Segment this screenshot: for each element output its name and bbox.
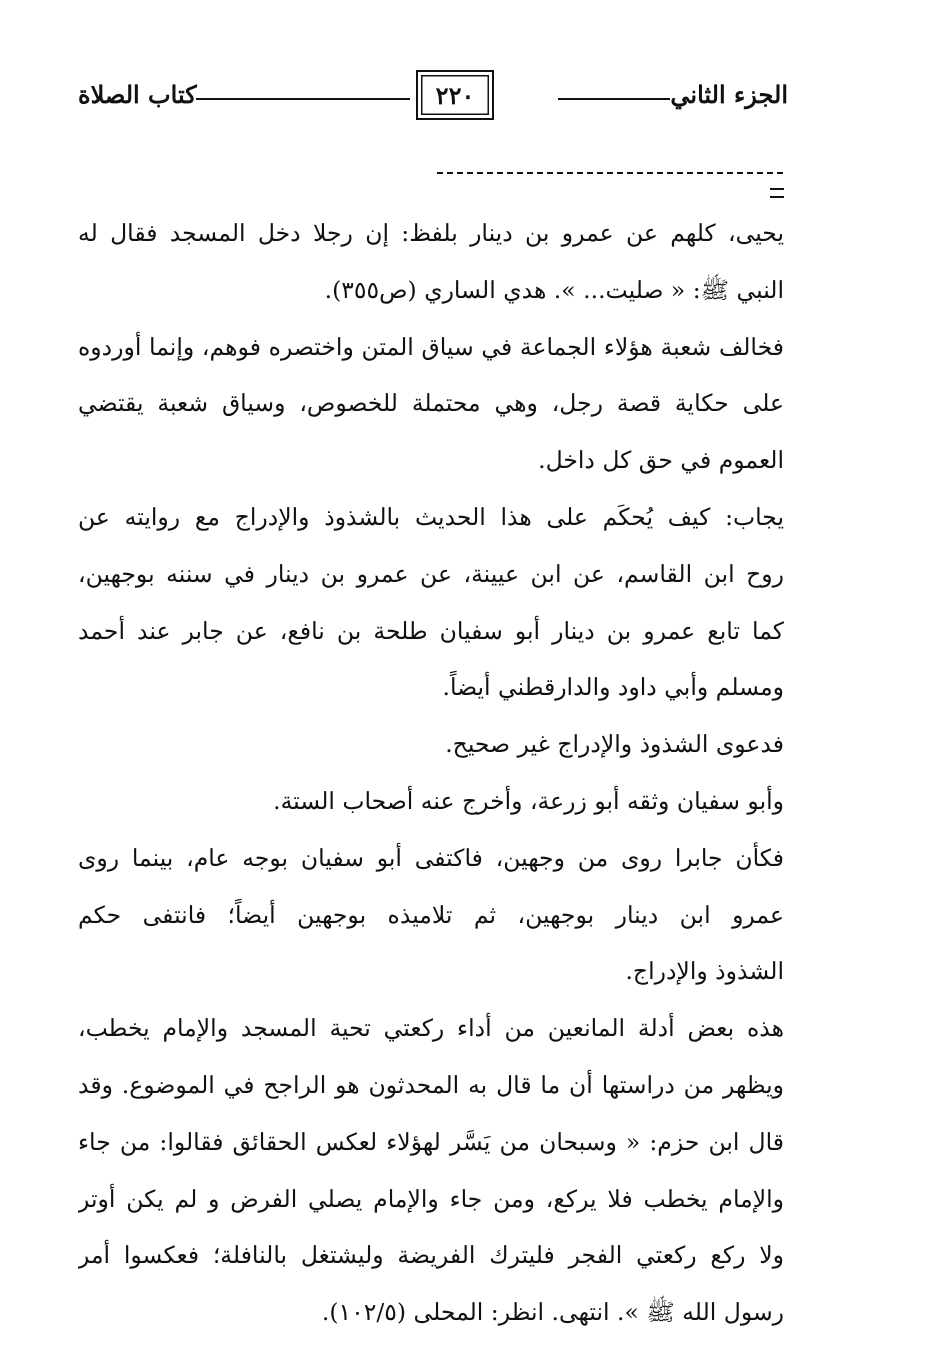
- header-rule: [558, 98, 670, 100]
- separator-mark: [770, 188, 784, 198]
- text-line: كما تابع عمرو بن دينار أبو سفيان طلحة بن نافع، عن جابر عند أحمد: [78, 616, 784, 645]
- page-header: [78, 62, 788, 122]
- text-line: هذه بعض أدلة المانعين من أداء ركعتي تحية المسجد والإمام يخطب،: [78, 1014, 784, 1043]
- text-line: ويظهر من دراستها أن ما قال به المحدثون هو الراجح في الموضوع. وقد: [78, 1070, 784, 1099]
- text-line: وأبو سفيان وثقه أبو زرعة، وأخرج عنه أصحاب الستة.: [273, 786, 784, 815]
- text-line: الشذوذ والإدراج.: [625, 957, 784, 986]
- text-line: ولا ركع ركعتي الفجر فليترك الفريضة وليشتغل بالنافلة؛ فعكسوا أمر: [78, 1241, 784, 1270]
- text-line: روح ابن القاسم، عن ابن عيينة، عن عمرو بن دينار في سننه بوجهين،: [78, 559, 784, 588]
- text-line: على حكاية قصة رجل، وهي محتملة للخصوص، وسياق شعبة يقتضي: [78, 389, 784, 418]
- body-text: [78, 205, 784, 1341]
- text-line: يجاب: كيف يُحكَم على هذا الحديث بالشذوذ والإدراج مع روايته عن: [78, 502, 784, 531]
- text-line: ومسلم وأبي داود والدارقطني أيضاً.: [442, 673, 784, 702]
- text-line: فكأن جابرا روى من وجهين، فاكتفى أبو سفيان بوجه عام، بينما روى: [78, 843, 784, 872]
- text-line: فخالف شعبة هؤلاء الجماعة في سياق المتن واختصره فوهم، وإنما أوردوه: [78, 332, 784, 361]
- text-line: رسول الله ﷺ ». انتهى. انظر: المحلى (١٠٢/٥).: [321, 1298, 784, 1327]
- dashed-separator: [437, 172, 783, 174]
- text-line: النبي ﷺ: « صليت... ». هدي الساري (ص٣٥٥).: [324, 275, 784, 304]
- text-line: قال ابن حزم: « وسبحان من يَسَّر لهؤلاء لعكس الحقائق فقالوا: من جاء: [78, 1127, 784, 1156]
- part-title: الجزء الثاني: [670, 80, 788, 109]
- header-rule: [196, 98, 410, 100]
- book-title: كتاب الصلاة: [78, 80, 197, 109]
- text-line: فدعوى الشذوذ والإدراج غير صحيح.: [445, 730, 784, 759]
- page-number: ٢٢٠: [416, 70, 494, 120]
- text-line: والإمام يخطب فلا يركع، ومن جاء والإمام يصلي الفرض و لم يكن أوتر: [78, 1184, 784, 1213]
- text-line: يحيى، كلهم عن عمرو بن دينار بلفظ: إن رجلا دخل المسجد فقال له: [78, 219, 784, 247]
- text-line: العموم في حق كل داخل.: [538, 446, 784, 475]
- text-line: عمرو ابن دينار بوجهين، ثم تلاميذه بوجهين أيضاً؛ فانتفى حكم: [78, 900, 784, 929]
